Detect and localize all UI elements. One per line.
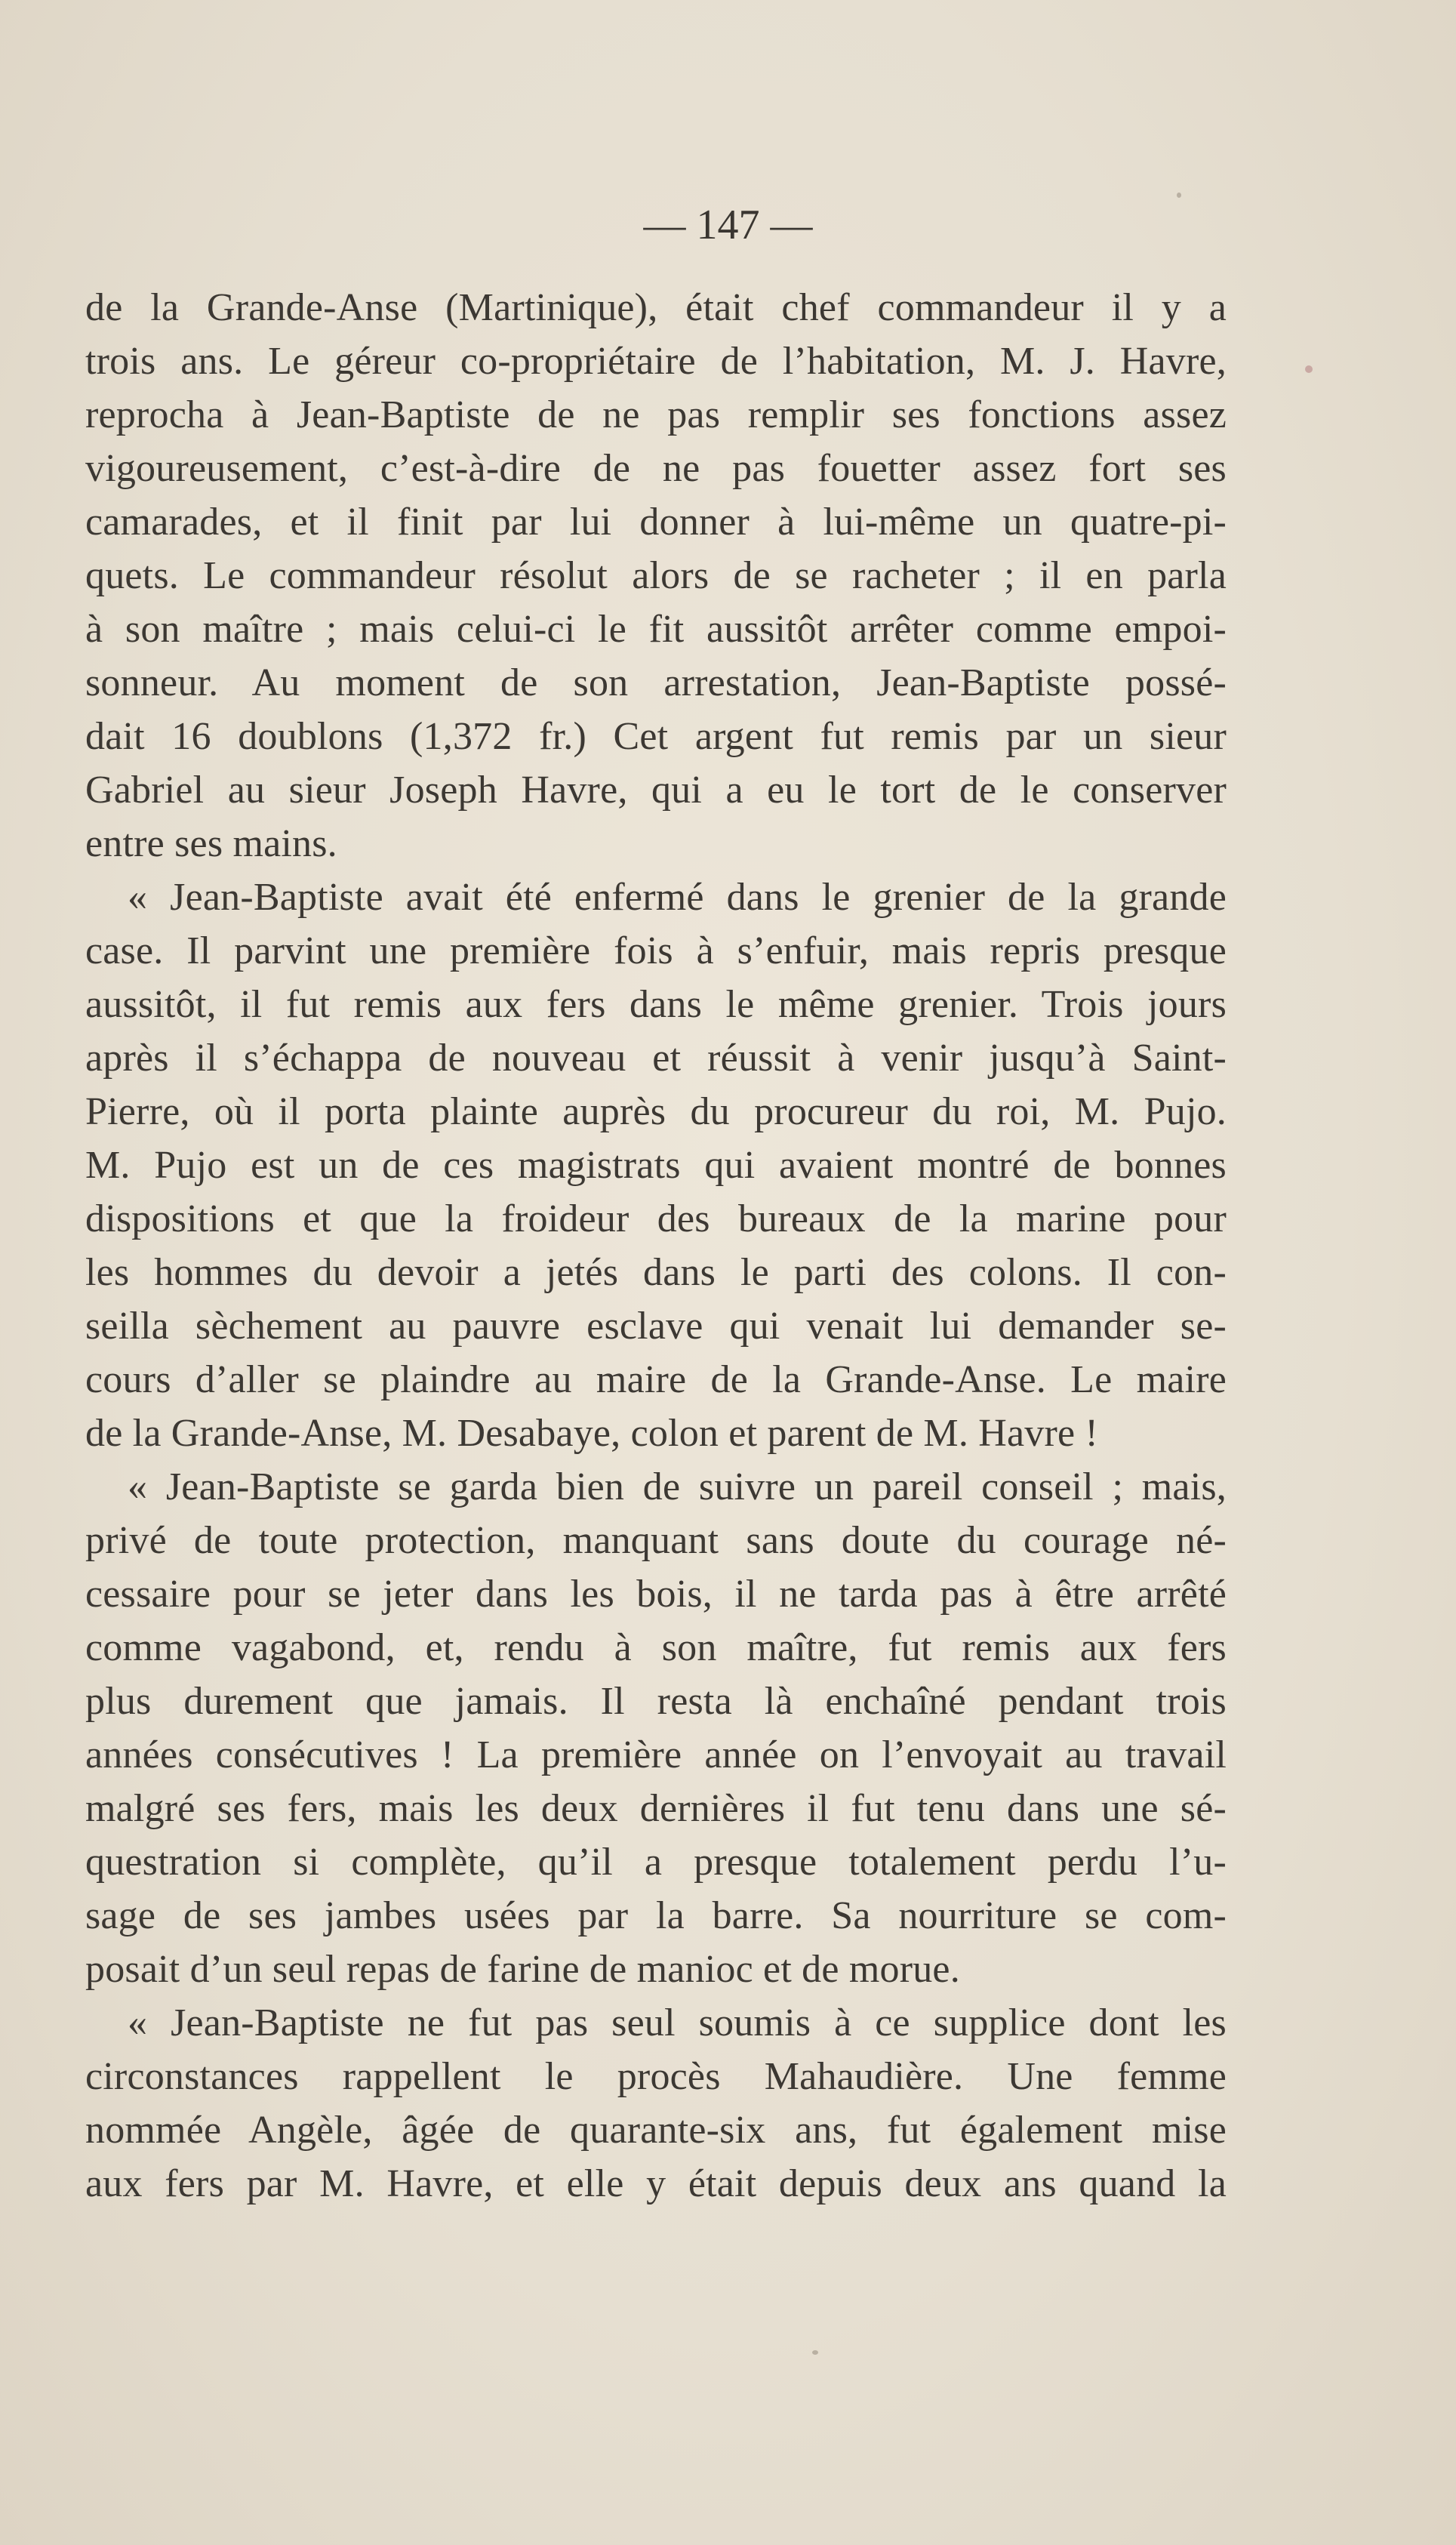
text-line: aux fers par M. Havre, et elle y était depuis deux ans quand la	[85, 2162, 1227, 2205]
text-line: « Jean-Baptiste ne fut pas seul soumis à ce supplice dont les	[128, 2001, 1227, 2044]
page-number: — 147 —	[643, 202, 813, 248]
text-line: de la Grande-Anse (Martinique), était chef commandeur il y a	[85, 286, 1227, 329]
text-line: seilla sèchement au pauvre esclave qui venait lui demander se-	[85, 1305, 1227, 1348]
paper-speck	[1177, 193, 1181, 198]
text-line: questration si complète, qu’il a presque totalement perdu l’u-	[85, 1841, 1227, 1884]
text-line: dispositions et que la froideur des bureaux de la marine pour	[85, 1197, 1227, 1240]
text-line: Gabriel au sieur Joseph Havre, qui a eu le tort de le conserver	[85, 769, 1227, 812]
text-line: malgré ses fers, mais les deux dernières il fut tenu dans une sé-	[85, 1787, 1227, 1830]
text-line: nommée Angèle, âgée de quarante-six ans, fut également mise	[85, 2109, 1227, 2152]
text-line: entre ses mains.	[85, 822, 337, 865]
text-line: à son maître ; mais celui-ci le fit aussitôt arrêter comme empoi-	[85, 608, 1227, 651]
text-line: cours d’aller se plaindre au maire de la Grande-Anse. Le maire	[85, 1358, 1227, 1401]
paper-speck	[812, 2350, 818, 2355]
text-line: « Jean-Baptiste se garda bien de suivre un pareil conseil ; mais,	[128, 1465, 1227, 1508]
text-line: après il s’échappa de nouveau et réussit à venir jusqu’à Saint-	[85, 1037, 1227, 1080]
text-line: dait 16 doublons (1,372 fr.) Cet argent fut remis par un sieur	[85, 715, 1227, 758]
text-line: reprocha à Jean-Baptiste de ne pas remplir ses fonctions assez	[85, 393, 1227, 436]
text-line: posait d’un seul repas de farine de manioc et de morue.	[85, 1948, 960, 1991]
text-line: camarades, et il finit par lui donner à lui-même un quatre-pi-	[85, 501, 1227, 544]
body-text	[85, 281, 1227, 2211]
text-line: plus durement que jamais. Il resta là enchaîné pendant trois	[85, 1680, 1227, 1723]
text-line: trois ans. Le géreur co-propriétaire de l’habitation, M. J. Havre,	[85, 340, 1227, 383]
text-line: sonneur. Au moment de son arrestation, Jean-Baptiste possé-	[85, 661, 1227, 704]
text-line: comme vagabond, et, rendu à son maître, fut remis aux fers	[85, 1626, 1227, 1669]
text-line: Pierre, où il porta plainte auprès du procureur du roi, M. Pujo.	[85, 1090, 1227, 1133]
text-line: les hommes du devoir a jetés dans le parti des colons. Il con-	[85, 1251, 1227, 1294]
text-line: années consécutives ! La première année on l’envoyait au travail	[85, 1733, 1227, 1776]
text-line: de la Grande-Anse, M. Desabaye, colon et parent de M. Havre !	[85, 1412, 1099, 1455]
paper-speck	[1305, 365, 1313, 373]
text-line: privé de toute protection, manquant sans doute du courage né-	[85, 1519, 1227, 1562]
text-line: sage de ses jambes usées par la barre. Sa nourriture se com-	[85, 1894, 1227, 1937]
text-line: vigoureusement, c’est-à-dire de ne pas fouetter assez fort ses	[85, 447, 1227, 490]
text-line: cessaire pour se jeter dans les bois, il ne tarda pas à être arrêté	[85, 1573, 1227, 1616]
text-line: « Jean-Baptiste avait été enfermé dans le grenier de la grande	[128, 876, 1227, 919]
text-line: quets. Le commandeur résolut alors de se racheter ; il en parla	[85, 554, 1227, 597]
text-line: M. Pujo est un de ces magistrats qui avaient montré de bonnes	[85, 1144, 1227, 1187]
text-line: case. Il parvint une première fois à s’enfuir, mais repris presque	[85, 929, 1227, 972]
text-line: aussitôt, il fut remis aux fers dans le même grenier. Trois jours	[85, 983, 1227, 1026]
text-line: circonstances rappellent le procès Mahaudière. Une femme	[85, 2055, 1227, 2098]
